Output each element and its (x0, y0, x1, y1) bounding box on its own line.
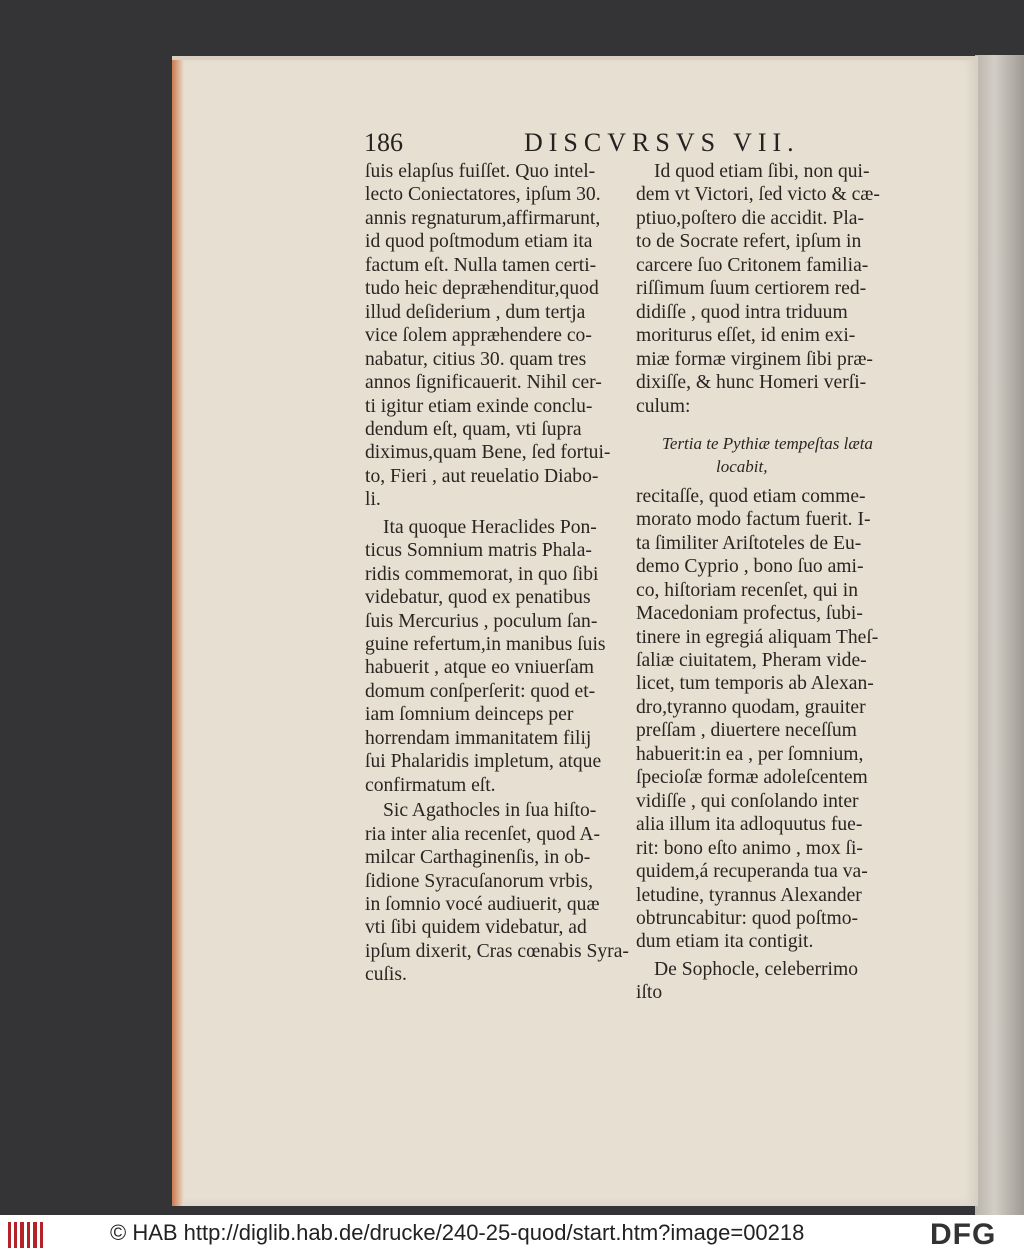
text-line: didiſſe , quod intra triduum (636, 301, 848, 323)
text-line: dum etiam ita contigit. (636, 931, 814, 953)
text-line: guine refertum,in manibus ſuis (365, 634, 606, 655)
text-line: tudo heic deprӕhenditur,quod (365, 278, 599, 300)
running-title: DISCVRSVS VII. (524, 128, 800, 157)
text-line: dem vt Victori, ſed victo & cӕ- (636, 184, 880, 206)
text-line: co, hiſtoriam recenſet, qui in (636, 579, 858, 601)
text-line: dixiſſe, & hunc Homeri verſi- (636, 372, 867, 394)
text-line: vidiſſe , qui conſolando inter (636, 790, 859, 812)
footer-bar (0, 1215, 1024, 1255)
text-line: licet, tum temporis ab Alexan- (636, 673, 874, 695)
text-line: ticus Somnium matris Phala- (365, 540, 592, 562)
text-line: Ita quoque Heraclides Pon- (383, 516, 597, 538)
text-line: miӕ formӕ virginem ſibi prӕ- (636, 348, 873, 370)
text-line: recitaſſe, quod etiam comme- (636, 485, 866, 507)
text-line: ti igitur etiam exinde conclu- (365, 395, 593, 417)
text-line: lecto Coniectatores, ipſum 30. (365, 184, 601, 206)
text-line: nabatur, citius 30. quam tres (365, 348, 587, 370)
text-line: ria inter alia recenſet, quod A- (365, 823, 601, 845)
text-line: moriturus eſſet, id enim exi- (636, 325, 856, 347)
text-line: alia illum ita adloquutus fue- (636, 814, 863, 836)
text-line: habuerit , atque eo vniuerſam (365, 657, 595, 679)
text-line: ſui Phalaridis impletum, atque (365, 751, 602, 773)
text-line: ſidione Syracuſanorum vrbis, (365, 870, 594, 892)
text-line: id quod poſtmodum etiam ita (365, 231, 593, 253)
text-line: horrendam immanitatem filij (365, 727, 592, 749)
next-page-edge (975, 55, 1024, 1215)
text-line: in ſomnio vocé audiuerit, quӕ (365, 893, 600, 915)
text-line: De Sophocle, celeberrimo (654, 958, 859, 980)
hab-logo-icon (8, 1222, 44, 1248)
copyright-link[interactable]: © HAB http://diglib.hab.de/drucke/240-25-quod/start.htm?image=00218 (110, 1220, 805, 1245)
text-line: ſuis Mercurius , poculum ſan- (365, 610, 598, 632)
text-line: ta ſimiliter Ariſtoteles de Eu- (636, 532, 862, 554)
text-line: ſuis elapſus fuiſſet. Quo intel- (365, 161, 596, 182)
text-line: Sic Agathocles in ſua hiſto- (383, 800, 597, 822)
text-line: demo Cyprio , bono ſuo ami- (636, 556, 864, 578)
text-line: locabit, (716, 457, 768, 477)
text-line: Macedoniam profectus, ſubi- (636, 603, 863, 625)
right-text-column (636, 160, 904, 1020)
page-top-edge (172, 56, 978, 60)
text-line: diximus,quam Bene, ſed fortui- (365, 442, 611, 464)
text-line: ſaliӕ ciuitatem, Pheram vide- (636, 650, 867, 671)
text-line: to de Socrate refert, ipſum in (636, 231, 862, 253)
text-line: ſpecioſӕ formӕ adoleſcentem (636, 767, 868, 789)
text-line: dendum eſt, quam, vti ſupra (365, 418, 582, 440)
text-line: cuſis. (365, 964, 407, 986)
text-line: annis regnaturum,affirmarunt, (365, 207, 601, 229)
text-line: riſſimum ſuum certiorem red- (636, 278, 867, 300)
text-line: morato modo factum fuerit. I- (636, 509, 871, 531)
text-line: letudine, tyrannus Alexander (636, 884, 862, 906)
text-line: culum: (636, 395, 691, 417)
page-number: 186 (364, 128, 403, 157)
text-line: vice ſolem apprӕhendere co- (365, 325, 592, 347)
text-line: illud deſiderium , dum tertja (365, 301, 586, 323)
text-line: ipſum dixerit, Cras cœnabis Syra- (365, 940, 629, 962)
text-line: rit: bono eſto animo , mox ſi- (636, 837, 863, 859)
text-line: Id quod etiam ſibi, non qui- (654, 161, 870, 182)
text-line: confirmatum eſt. (365, 774, 496, 796)
dfg-logo: DFG (930, 1218, 997, 1251)
text-line: carcere ſuo Critonem familia- (636, 254, 869, 276)
text-line: milcar Carthaginenſis, in ob- (365, 847, 591, 869)
text-line: obtruncabitur: quod poſtmo- (636, 907, 859, 929)
text-line: dro,tyranno quodam, grauiter (636, 696, 866, 718)
page-binding-edge (172, 56, 184, 1206)
text-line: ptiuo,poſtero die accidit. Pla- (636, 207, 864, 229)
text-line: annos ſignificauerit. Nihil cer- (365, 372, 602, 394)
text-line: habuerit:in ea , per ſomnium, (636, 743, 864, 765)
text-line: preſſam , diuertere neceſſum (636, 720, 857, 742)
text-line: Tertia te Pythiӕ tempeſtas lӕta (662, 433, 873, 453)
left-text-column (365, 160, 629, 990)
text-line: iſto (636, 982, 663, 1004)
text-line: domum conſperſerit: quod et- (365, 680, 596, 702)
text-line: quidem,á recuperanda tua va- (636, 861, 868, 883)
text-line: vti ſibi quidem videbatur, ad (365, 917, 587, 939)
text-line: videbatur, quod ex penatibus (365, 587, 591, 609)
text-line: iam ſomnium deinceps per (365, 704, 574, 726)
text-line: tinere in egregiá aliquam Theſ- (636, 626, 879, 648)
text-line: factum eſt. Nulla tamen certi- (365, 254, 597, 276)
text-line: ridis commemorat, in quo ſibi (365, 563, 599, 585)
text-line: li. (365, 489, 381, 511)
text-line: to, Fieri , aut reuelatio Diabo- (365, 465, 599, 487)
